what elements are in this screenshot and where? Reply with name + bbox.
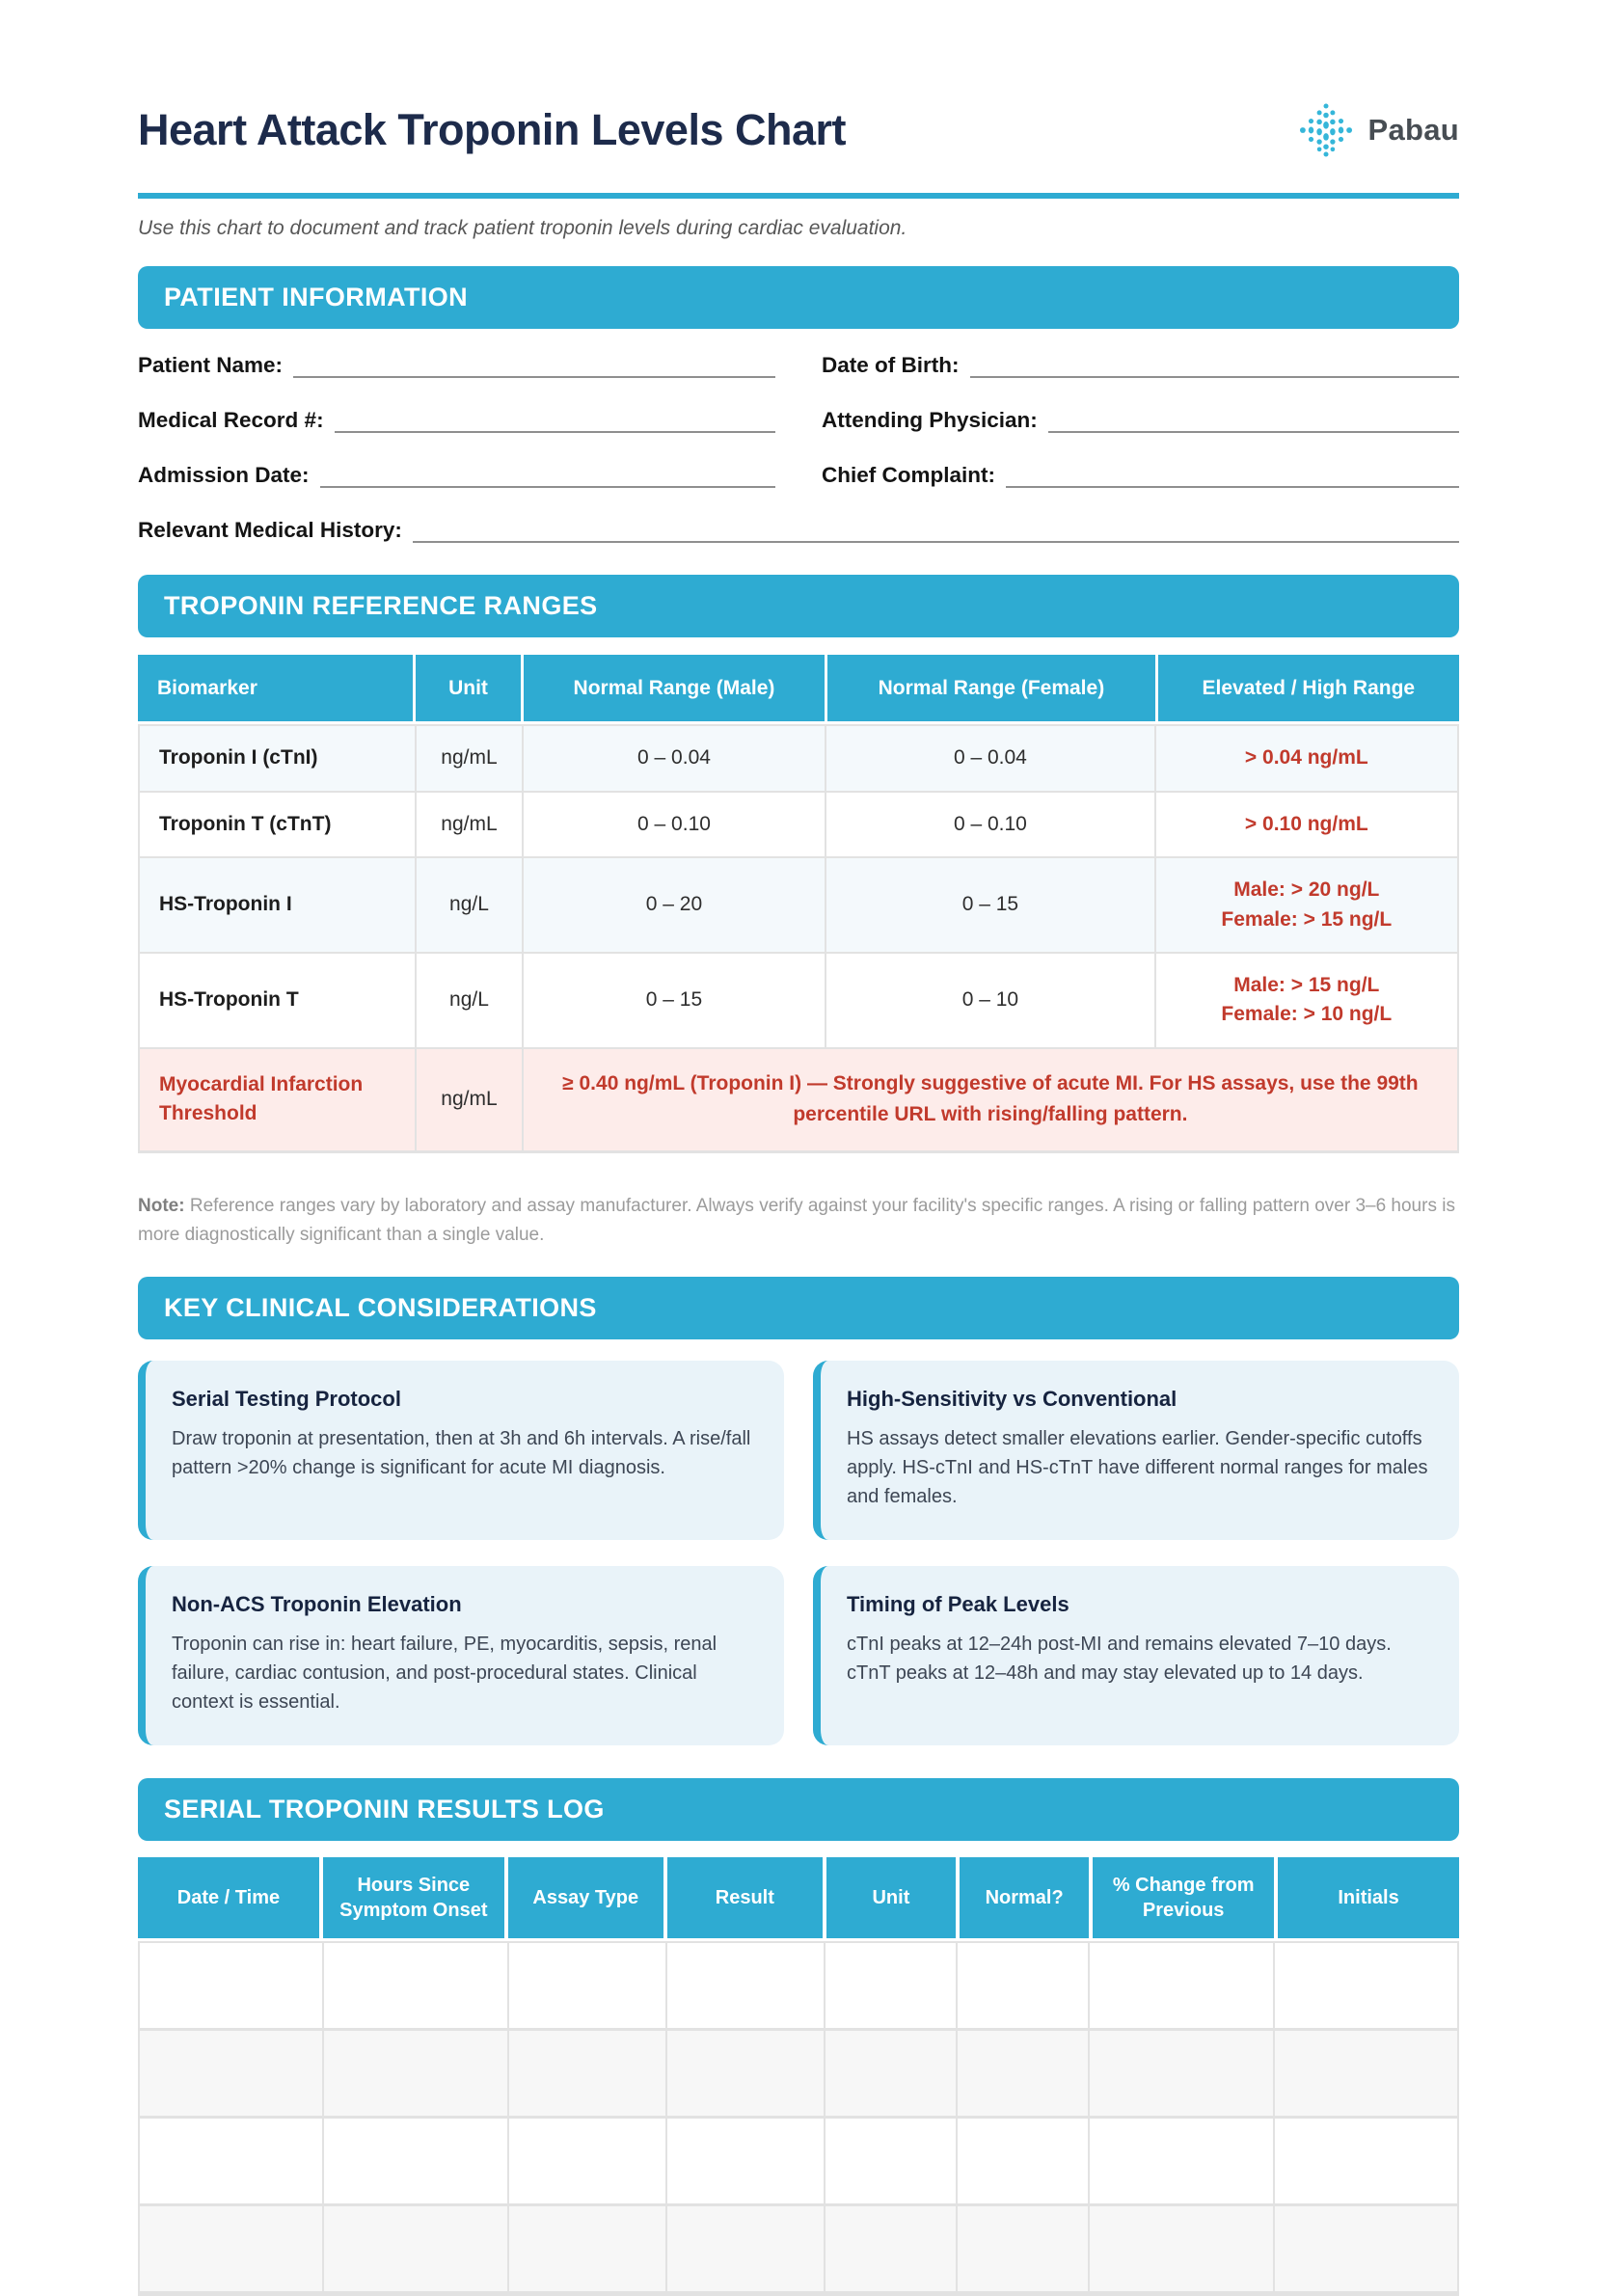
medical-history-field	[138, 518, 1459, 543]
log-empty-cell	[826, 2206, 956, 2291]
log-empty-cell	[140, 2031, 322, 2116]
note-text: Reference ranges vary by laboratory and assay manufacturer. Always verify against your facility's specific ranges. A rising or falling pattern over 3–6 hours is more diagnostically significant than a single value.	[138, 1196, 1455, 1246]
normal-male-cell: 0 – 15	[524, 954, 825, 1047]
medical-history-label: Relevant Medical History:	[138, 518, 402, 542]
log-empty-cell	[667, 1943, 824, 2028]
admission-date-label: Admission Date:	[138, 463, 310, 487]
log-empty-cell	[667, 2119, 824, 2203]
elevated-range-cell: > 0.04 ng/mL	[1156, 726, 1457, 790]
log-empty-cell	[1275, 2206, 1457, 2291]
card-title: Non-ACS Troponin Elevation	[172, 1591, 462, 1616]
normal-male-cell: 0 – 0.04	[524, 726, 825, 790]
log-table-header	[138, 1857, 1459, 1938]
log-empty-cell	[958, 2119, 1088, 2203]
page-title: Heart Attack Troponin Levels Chart	[138, 105, 847, 154]
log-empty-cell	[324, 2119, 506, 2203]
date-of-birth-label: Date of Birth:	[822, 353, 960, 377]
unit-cell: ng/mL	[417, 726, 522, 790]
medical-record-label: Medical Record #:	[138, 408, 324, 432]
column-header-elevated: Elevated / High Range	[1158, 655, 1459, 721]
column-header-biomarker: Biomarker	[138, 655, 413, 721]
unit-cell: ng/mL	[417, 793, 522, 856]
log-empty-cell	[509, 2206, 665, 2291]
reference-ranges-header: TROPONIN REFERENCE RANGES	[138, 575, 1459, 637]
card-hs-vs-conventional	[813, 1361, 1459, 1540]
biomarker-cell: HS-Troponin I	[140, 858, 415, 952]
log-empty-cell	[1275, 2031, 1457, 2116]
card-body: cTnI peaks at 12–24h post-MI and remains elevated 7–10 days. cTnT peaks at 12–48h and may stay elevated up to 14 days.	[847, 1633, 1392, 1684]
log-table-body	[138, 1941, 1459, 2296]
biomarker-cell: HS-Troponin T	[140, 954, 415, 1047]
chief-complaint-blank-line	[1006, 469, 1459, 488]
card-body: Troponin can rise in: heart failure, PE, myocarditis, sepsis, renal failure, cardiac contusion, and post-procedural states. Clinical context is essential.	[172, 1633, 717, 1713]
log-empty-cell	[1090, 1943, 1272, 2028]
pabau-logo-icon	[1296, 100, 1356, 160]
elevated-range-cell	[1156, 954, 1457, 1047]
log-empty-cell	[667, 2206, 824, 2291]
threshold-text-cell: ≥ 0.40 ng/mL (Troponin I) — Strongly suggestive of acute MI. For HS assays, use the 99th percentile URL with rising/falling pattern.	[524, 1049, 1457, 1150]
log-empty-cell	[1090, 2031, 1272, 2116]
patient-info-header: PATIENT INFORMATION	[138, 266, 1459, 329]
admission-date-field	[138, 463, 775, 488]
card-body: HS assays detect smaller elevations earlier. Gender-specific cutoffs apply. HS-cTnI and HS-cTnT have different normal ranges for males and females.	[847, 1427, 1428, 1507]
chief-complaint-label: Chief Complaint:	[822, 463, 995, 487]
log-column-normal: Normal?	[960, 1857, 1089, 1938]
biomarker-cell: Troponin T (cTnT)	[140, 793, 415, 856]
elevated-male-line: Male: > 15 ng/L	[1233, 974, 1380, 997]
medical-history-blank-line	[413, 524, 1459, 543]
log-column-result: Result	[667, 1857, 823, 1938]
brand-name: Pabau	[1367, 113, 1459, 147]
date-of-birth-blank-line	[970, 359, 1460, 378]
medical-record-blank-line	[335, 414, 775, 433]
results-log-header: SERIAL TROPONIN RESULTS LOG	[138, 1778, 1459, 1841]
unit-cell: ng/L	[417, 858, 522, 952]
log-column-assay-type: Assay Type	[508, 1857, 663, 1938]
brand-logo	[1296, 100, 1459, 160]
log-empty-cell	[509, 2119, 665, 2203]
log-empty-cell	[140, 2206, 322, 2291]
elevated-male-line: Male: > 20 ng/L	[1233, 878, 1380, 902]
date-of-birth-field	[822, 353, 1459, 378]
elevated-female-line: Female: > 10 ng/L	[1221, 1003, 1393, 1026]
log-empty-cell	[140, 2119, 322, 2203]
column-header-unit: Unit	[416, 655, 521, 721]
log-empty-cell	[826, 2031, 956, 2116]
reference-table-body	[138, 724, 1459, 1153]
column-header-normal-female: Normal Range (Female)	[827, 655, 1155, 721]
attending-physician-label: Attending Physician:	[822, 408, 1038, 432]
elevated-range-cell: > 0.10 ng/mL	[1156, 793, 1457, 856]
patient-name-blank-line	[293, 359, 775, 378]
log-empty-cell	[826, 1943, 956, 2028]
card-timing-peak-levels	[813, 1566, 1459, 1745]
log-empty-cell	[958, 2031, 1088, 2116]
log-column-hours-since-onset: Hours Since Symptom Onset	[323, 1857, 504, 1938]
log-empty-cell	[324, 1943, 506, 2028]
log-empty-cell	[667, 2031, 824, 2116]
card-title: Serial Testing Protocol	[172, 1386, 401, 1411]
title-divider	[138, 193, 1459, 199]
patient-name-field	[138, 353, 775, 378]
attending-physician-field	[822, 408, 1459, 433]
normal-female-cell: 0 – 10	[826, 954, 1154, 1047]
log-empty-cell	[958, 2206, 1088, 2291]
medical-record-field	[138, 408, 775, 433]
card-body: Draw troponin at presentation, then at 3h and 6h intervals. A rise/fall pattern >20% change is significant for acute MI diagnosis.	[172, 1427, 751, 1478]
note-label: Note:	[138, 1196, 185, 1217]
patient-info-fields	[138, 353, 1459, 543]
attending-physician-blank-line	[1048, 414, 1459, 433]
reference-table-header	[138, 655, 1459, 721]
log-empty-cell	[1090, 2119, 1272, 2203]
threshold-unit-cell: ng/mL	[417, 1049, 522, 1150]
threshold-biomarker-cell: Myocardial Infarction Threshold	[140, 1049, 415, 1150]
log-column-pct-change: % Change from Previous	[1093, 1857, 1274, 1938]
log-column-date-time: Date / Time	[138, 1857, 319, 1938]
log-empty-cell	[509, 1943, 665, 2028]
log-empty-cell	[958, 1943, 1088, 2028]
log-empty-cell	[324, 2206, 506, 2291]
card-title: High-Sensitivity vs Conventional	[847, 1386, 1177, 1411]
elevated-female-line: Female: > 15 ng/L	[1221, 907, 1393, 931]
biomarker-cell: Troponin I (cTnI)	[140, 726, 415, 790]
page-subtitle: Use this chart to document and track patient troponin levels during cardiac evaluation.	[138, 217, 907, 239]
normal-male-cell: 0 – 0.10	[524, 793, 825, 856]
page-header	[138, 100, 1459, 160]
column-header-normal-male: Normal Range (Male)	[524, 655, 825, 721]
log-empty-cell	[1090, 2206, 1272, 2291]
chief-complaint-field	[822, 463, 1459, 488]
log-empty-cell	[1275, 1943, 1457, 2028]
log-column-initials: Initials	[1278, 1857, 1459, 1938]
card-non-acs-elevation	[138, 1566, 784, 1745]
normal-female-cell: 0 – 0.10	[826, 793, 1154, 856]
card-title: Timing of Peak Levels	[847, 1591, 1069, 1616]
consideration-cards	[138, 1361, 1459, 1745]
unit-cell: ng/L	[417, 954, 522, 1047]
card-serial-testing	[138, 1361, 784, 1540]
log-empty-cell	[509, 2031, 665, 2116]
reference-note	[138, 1192, 1459, 1251]
log-empty-cell	[324, 2031, 506, 2116]
considerations-header: KEY CLINICAL CONSIDERATIONS	[138, 1277, 1459, 1339]
admission-date-blank-line	[320, 469, 775, 488]
patient-name-label: Patient Name:	[138, 353, 284, 377]
normal-female-cell: 0 – 15	[826, 858, 1154, 952]
log-column-unit: Unit	[826, 1857, 956, 1938]
normal-male-cell: 0 – 20	[524, 858, 825, 952]
elevated-range-cell	[1156, 858, 1457, 952]
log-empty-cell	[1275, 2119, 1457, 2203]
log-empty-cell	[140, 1943, 322, 2028]
log-empty-cell	[826, 2119, 956, 2203]
normal-female-cell: 0 – 0.04	[826, 726, 1154, 790]
